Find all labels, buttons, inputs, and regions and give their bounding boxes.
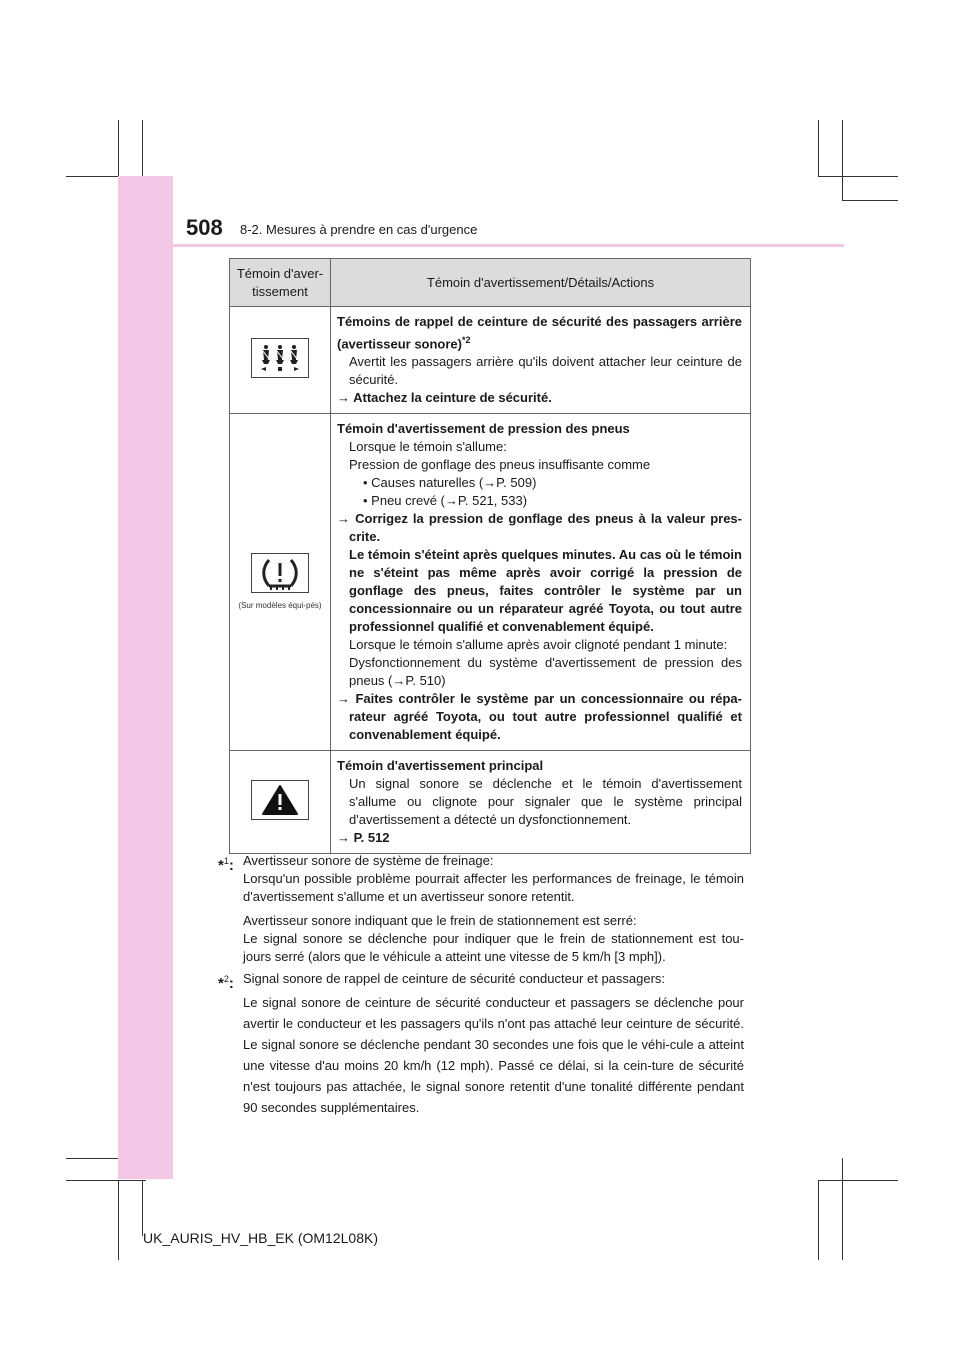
details-cell	[331, 414, 751, 751]
crop-mark	[66, 1180, 146, 1181]
footnote-ref: *2	[462, 335, 471, 345]
arrow-glyph: →	[337, 691, 350, 707]
footnote-text: Lorsqu'un possible problème pourrait affecter les performances de freinage, le témoin d'avertissement s'allume et un avertisseur sonore retentit.	[243, 871, 744, 904]
crop-mark	[818, 1180, 819, 1260]
list-item: • Causes naturelles (→P. 509)	[363, 475, 537, 491]
action-text: Corrigez la pression de gonflage des pneus à la valeur pres-crite.	[349, 511, 742, 545]
footnote-number: 1	[223, 856, 229, 866]
crop-mark	[118, 1180, 119, 1260]
action-text: Attachez la ceinture de sécurité.	[353, 390, 552, 406]
arrow-glyph: →	[337, 830, 350, 846]
tire-pressure-warning-icon	[251, 553, 309, 593]
icon-cell	[230, 751, 331, 854]
footnote-text: Avertisseur sonore indiquant que le frein de stationnement est serré:	[243, 913, 637, 928]
crop-mark	[818, 120, 819, 176]
footnote-star: *	[218, 975, 224, 992]
crop-mark	[118, 120, 119, 176]
table-header-row	[230, 259, 751, 307]
list-item: • Pneu crevé (→P. 521, 533)	[363, 493, 528, 509]
condition-text: Lorsque le témoin s'allume après avoir clignoté pendant 1 minute:	[349, 637, 728, 653]
details-cell	[331, 751, 751, 854]
action-text: Faites contrôler le système par un concessionnaire ou répa-rateur agréé Toyota, ou tout autre professionnel qualifié et convenablement équipé.	[349, 691, 742, 743]
crop-mark	[818, 176, 898, 177]
table-row	[230, 751, 751, 854]
crop-mark	[66, 1158, 118, 1159]
icon-cell	[230, 307, 331, 414]
footnote-star: *	[218, 857, 224, 874]
footnote-1: *$^1$: Avertisseur sonore de système de freinage: Lorsqu'un possible problème pourrait affecter les performances de freinage, le témoin d'avertissement s'allume et un avertisseur sonore retentit. Avertisseur sonore indiquant que le frein de stationnement est serré: Le signal sonore se déclenche pour indiquer que le frein de stationnement est tou-jours serré (alors que le véhicule a atteint une vitesse de 5 km/h [3 mph]).	[218, 853, 744, 964]
footnote-text: Le signal sonore se déclenche pour indiquer que le frein de stationnement est tou-jours serré (alors que le véhicule a atteint une vitesse de 5 km/h [3 mph]).	[243, 931, 744, 964]
row-title: Témoin d'avertissement principal	[337, 758, 544, 774]
side-tab-bar	[118, 176, 173, 1179]
table-row	[230, 307, 751, 414]
document-code: UK_AURIS_HV_HB_EK (OM12L08K)	[143, 1230, 378, 1246]
condition-text: Lorsque le témoin s'allume:	[349, 439, 507, 455]
row-title: Témoins de rappel de ceinture de sécurité des passagers arrière (avertisseur sonore)	[337, 314, 742, 352]
row-title: Témoin d'avertissement de pression des pneus	[337, 421, 630, 437]
arrow-glyph: →	[337, 511, 350, 527]
details-cell	[331, 307, 751, 414]
arrow-glyph: →	[337, 390, 350, 406]
crop-mark	[842, 120, 843, 200]
col-header-details: Témoin d'avertissement/Détails/Actions	[331, 259, 751, 307]
crop-mark	[842, 1158, 843, 1260]
footnote-2: *$^2$: Signal sonore de rappel de ceinture de sécurité conducteur et passagers: Le signal sonore de ceinture de sécurité conducteur et passagers se déclenche pour avertir le conducteur et les passagers qu'ils n'ont pas attaché leur ceinture de sécurité. Le signal sonore se déclenche pendant 30 secondes une fois que le véhi-cule a atteint une vitesse d'au moins 20 km/h (12 mph). Passé ce délai, si la cein-ture de sécurité n'est toujours pas attachée, le signal sonore retentit d'une tonalité différente pendant 90 secondes supplémentaires.	[218, 970, 744, 1124]
crop-mark	[818, 1180, 898, 1181]
table-row	[230, 414, 751, 751]
crop-mark	[842, 200, 898, 201]
page-number: 508	[186, 215, 223, 240]
description: Dysfonctionnement du système d'avertissement de pression des pneus (→P. 510)	[349, 655, 742, 689]
header-rule	[118, 244, 844, 247]
rear-seatbelt-reminder-icon	[251, 338, 309, 378]
icon-note: (Sur modèles équi-pés)	[238, 601, 322, 611]
action-text: Le témoin s'éteint après quelques minutes. Au cas où le témoin ne s'éteint pas même après avoir corrigé la pression de gonflage des pneus, faites contrôler le système par un concessionnaire ou un réparateur agréé Toyota, ou tout autre professionnel qualifié et convenablement équipé.	[349, 547, 742, 635]
footnote-number: 2	[223, 974, 229, 984]
description: Pression de gonflage des pneus insuffisante comme	[349, 457, 651, 473]
footnote-text: Avertisseur sonore de système de freinage:	[243, 853, 494, 868]
footnote-text: Le signal sonore de ceinture de sécurité conducteur et passagers se déclenche pour avertir le conducteur et les passagers qu'ils n'ont pas attaché leur ceinture de sécurité. Le signal sonore se déclenche pendant 30 secondes une fois que le véhi-cule a atteint une vitesse d'au moins 20 km/h (12 mph). Passé ce délai, si la cein-ture de sécurité n'est toujours pas attachée, le signal sonore retentit d'une tonalité différente pendant 90 secondes supplémentaires.	[243, 995, 744, 1115]
footnote-text: Signal sonore de rappel de ceinture de sécurité conducteur et passagers:	[243, 971, 666, 986]
col-header-light: Témoin d'aver- tissement	[230, 259, 331, 307]
description: Avertit les passagers arrière qu'ils doivent attacher leur ceinture de sécurité.	[349, 354, 742, 388]
master-warning-icon	[251, 780, 309, 820]
warning-light-table	[229, 258, 751, 854]
icon-cell	[230, 414, 331, 751]
section-title: 8-2. Mesures à prendre en cas d'urgence	[240, 222, 478, 237]
description: Un signal sonore se déclenche et le témoin d'avertissement s'allume ou clignote pour signaler que le système principal d'avertissement a détecté un dysfonctionnement.	[349, 776, 742, 828]
page-reference: P. 512	[353, 830, 390, 846]
crop-mark	[142, 1180, 143, 1236]
